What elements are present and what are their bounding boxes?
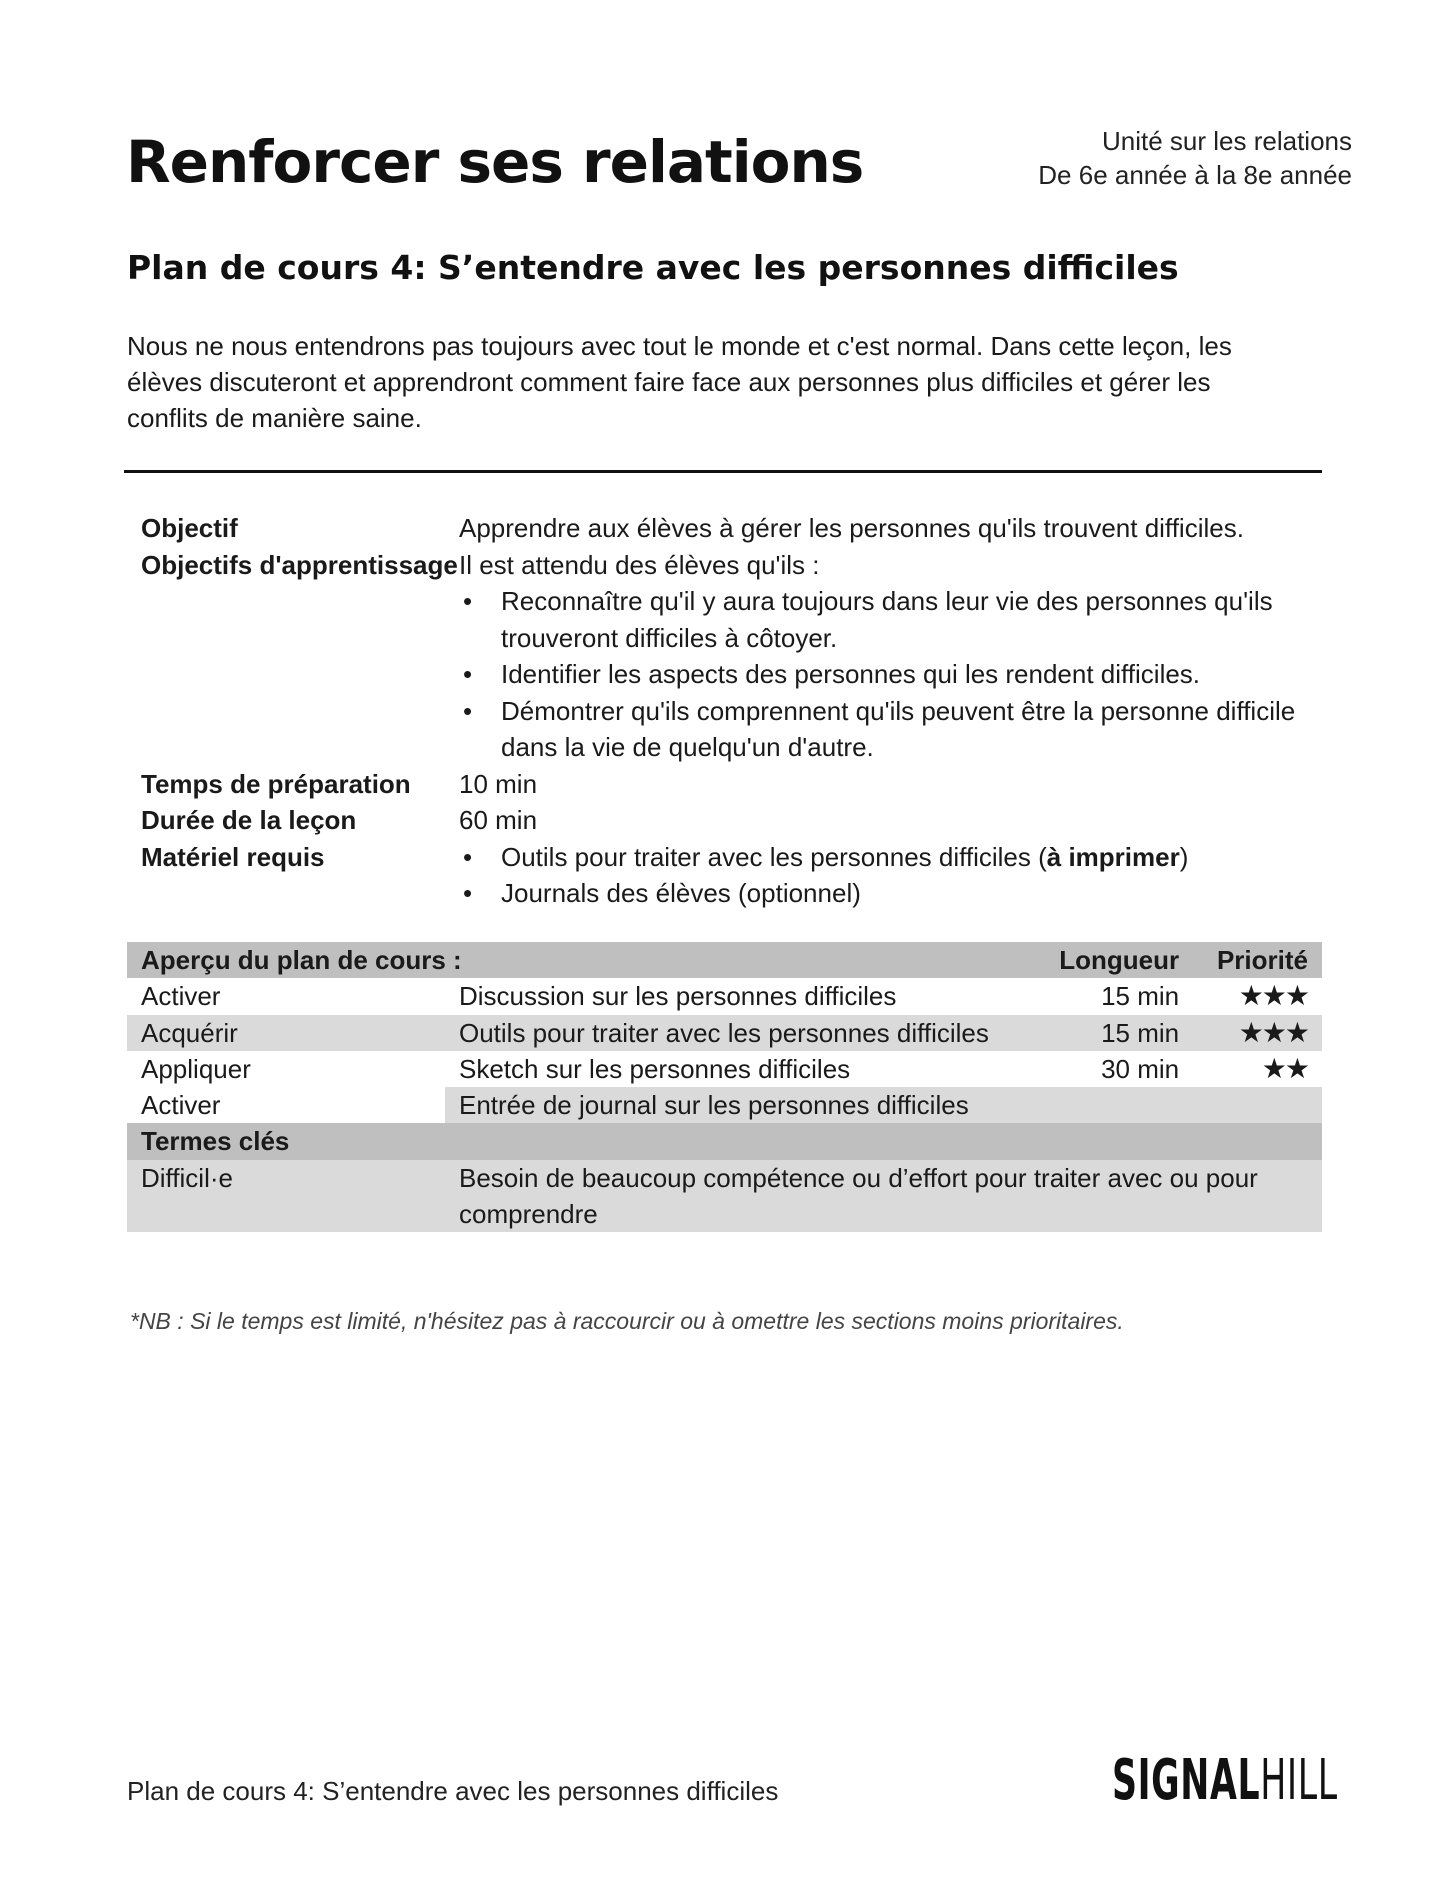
section-divider [124,470,1322,473]
table-row [127,1015,1322,1051]
activity-cell: Outils pour traiter avec les personnes difficiles [445,1015,1033,1051]
footer-title: Plan de cours 4: S’entendre avec les personnes difficiles [127,1776,779,1806]
overview-table [127,942,1322,1232]
prep-time-label: Temps de préparation [141,768,411,799]
term-cell: Difficil·e [127,1160,445,1232]
learning-goal-item: • Identifier les aspects des personnes qui les rendent difficiles. [459,656,1322,693]
objective-row [127,510,1322,547]
key-terms-header-row [127,1123,1322,1159]
priority-stars: ★★★ [1193,1015,1322,1051]
length-cell: 30 min [1101,1053,1180,1084]
table-row [127,1087,1322,1123]
phase-cell: Activer [141,1090,221,1121]
footnote: *NB : Si le temps est limité, n'hésitez pas à raccourcir ou à omettre les sections moins prioritaires. [130,1308,1124,1334]
length-cell: 15 min [1033,1015,1193,1051]
learning-goals-list [459,583,1322,766]
priority-header: Priorité [1193,942,1322,978]
signalhill-logo: SIGNALHILL [1112,1748,1338,1813]
materials-list [459,839,1322,912]
lesson-intro: Nous ne nous entendrons pas toujours avec tout le monde et c'est normal. Dans cette leçon, les élèves discuteront et apprendront comment faire face aux personnes plus difficiles et gérer les conflits de manière saine. [127,331,1232,433]
learning-goal-item: • Reconnaître qu'il y aura toujours dans leur vie des personnes qu'ils trouveront difficiles à côtoyer. [459,583,1322,656]
duration-row [127,802,1322,839]
grade-line: De 6e année à la 8e année [1038,160,1352,190]
materials-row [127,839,1322,912]
length-cell [1033,1087,1193,1123]
duration-value: 60 min [459,805,538,835]
phase-cell: Activer [141,981,221,1012]
unit-line: Unité sur les relations [1102,126,1352,156]
prep-time-row [127,766,1322,803]
table-row [127,1160,1322,1232]
table-row [127,978,1322,1014]
overview-header: Aperçu du plan de cours : [127,942,1033,978]
prep-time-value: 10 min [459,768,538,799]
material-item: • Journals des élèves (optionnel) [459,875,1322,912]
learning-goals-label: Objectifs d'apprentissage [141,549,458,580]
phase-cell: Appliquer [141,1053,251,1084]
learning-goals-intro: Il est attendu des élèves qu'ils : [459,549,820,580]
objective-label: Objectif [141,513,238,543]
length-cell: 15 min [1101,981,1180,1012]
activity-cell: Entrée de journal sur les personnes difficiles [445,1087,1033,1123]
activity-cell: Sketch sur les personnes difficiles [459,1053,851,1084]
phase-cell: Acquérir [127,1015,445,1051]
unit-info [1038,124,1352,192]
priority-stars: ★★★ [1238,980,1308,1012]
duration-label: Durée de la leçon [141,805,357,835]
main-title: Renforcer ses relations [126,128,864,196]
material-item: • Outils pour traiter avec les personnes difficiles (à imprimer) [459,839,1322,876]
print-link[interactable]: à imprimer [1046,841,1180,872]
definition-cell: Besoin de beaucoup compétence ou d’effort pour traiter avec ou pour comprendre [445,1160,1322,1232]
learning-goals-row [127,547,1322,766]
activity-cell: Discussion sur les personnes difficiles [459,981,897,1012]
key-terms-header: Termes clés [127,1123,1322,1159]
table-row [127,1051,1322,1087]
priority-stars [1193,1087,1322,1123]
length-header: Longueur [1033,942,1193,978]
lesson-title: Plan de cours 4: S’entendre avec les personnes difficiles [127,248,1179,287]
materials-label: Matériel requis [141,841,325,872]
objective-value: Apprendre aux élèves à gérer les personnes qu'ils trouvent difficiles. [459,513,1244,543]
learning-goal-item: • Démontrer qu'ils comprennent qu'ils peuvent être la personne difficile dans la vie de quelqu'un d'autre. [459,693,1322,766]
priority-stars: ★★ [1261,1052,1308,1084]
overview-header-row [127,942,1322,978]
lesson-info [127,510,1322,912]
